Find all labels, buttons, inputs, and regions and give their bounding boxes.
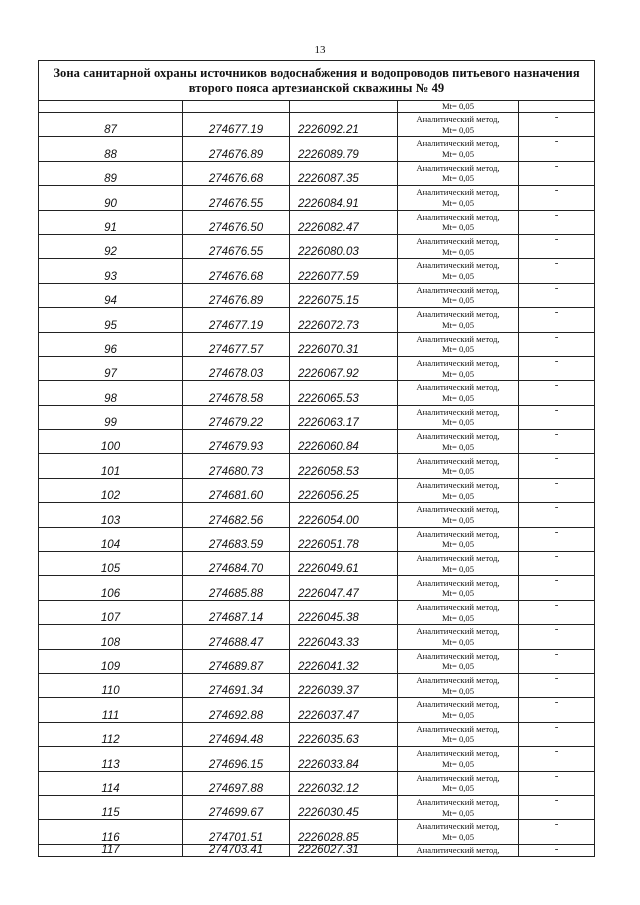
table-row [39, 673, 595, 697]
table-row [39, 576, 595, 600]
method-line-1: Аналитический метод, [416, 187, 500, 198]
point-number: 87 [39, 113, 183, 137]
method-cell [398, 820, 519, 844]
table-row [39, 820, 595, 844]
method-line-2: Мt= 0,05 [441, 197, 475, 208]
table-row-partial [39, 101, 595, 113]
y-coordinate: 2226043.33 [290, 625, 398, 649]
method-cell [398, 600, 519, 624]
method-cell [398, 503, 519, 527]
method-line-2: Мt= 0,05 [441, 417, 475, 428]
y-coordinate: 2226087.35 [290, 161, 398, 185]
table-row [39, 332, 595, 356]
method-line-2: Мt= 0,05 [441, 173, 475, 184]
method-line-2: Мt= 0,05 [441, 832, 475, 843]
table-row [39, 552, 595, 576]
y-coordinate: 2226082.47 [290, 210, 398, 234]
note-cell: - [519, 356, 595, 380]
method-cell [398, 673, 519, 697]
method-cell [398, 771, 519, 795]
note-cell: - [519, 381, 595, 405]
method-line-2: Мt= 0,05 [441, 685, 475, 696]
point-number: 117 [39, 844, 183, 857]
y-coordinate: 2226054.00 [290, 503, 398, 527]
method-line-2: Мt= 0,05 [441, 612, 475, 623]
method-line-1: Аналитический метод, [416, 162, 500, 173]
x-cell [183, 101, 290, 113]
y-coordinate: 2226035.63 [290, 722, 398, 746]
method-line-1: Аналитический метод, [416, 772, 500, 783]
method-line-1: Аналитический метод, [416, 675, 500, 686]
method-cell [398, 308, 519, 332]
note-cell: - [519, 113, 595, 137]
note-cell: - [519, 649, 595, 673]
method-line-2: Мt= 0,05 [441, 588, 475, 599]
y-coordinate: 2226047.47 [290, 576, 398, 600]
x-coordinate: 274688.47 [183, 625, 290, 649]
x-coordinate: 274691.34 [183, 673, 290, 697]
table-row [39, 113, 595, 137]
point-number: 104 [39, 527, 183, 551]
point-number: 91 [39, 210, 183, 234]
point-number: 95 [39, 308, 183, 332]
note-cell: - [519, 210, 595, 234]
method-line-1: Аналитический метод, [416, 455, 500, 466]
x-coordinate: 274677.19 [183, 308, 290, 332]
note-cell: - [519, 795, 595, 819]
method-cell [398, 649, 519, 673]
x-coordinate: 274697.88 [183, 771, 290, 795]
note-cell: - [519, 259, 595, 283]
table-row [39, 527, 595, 551]
method-line-1: Аналитический метод, [416, 626, 500, 637]
point-number: 108 [39, 625, 183, 649]
table-row [39, 381, 595, 405]
method-line-1: Аналитический метод, [416, 138, 500, 149]
point-number: 88 [39, 137, 183, 161]
y-coordinate: 2226049.61 [290, 552, 398, 576]
x-coordinate: 274678.58 [183, 381, 290, 405]
x-coordinate: 274680.73 [183, 454, 290, 478]
x-coordinate: 274676.89 [183, 283, 290, 307]
method-line-1: Аналитический метод, [416, 504, 500, 515]
method-cell [398, 454, 519, 478]
method-line-2: Мt= 0,05 [441, 807, 475, 818]
note-cell: - [519, 527, 595, 551]
y-coordinate: 2226084.91 [290, 186, 398, 210]
x-coordinate: 274689.87 [183, 649, 290, 673]
method-line-2: Мt= 0,05 [441, 344, 475, 355]
point-number: 103 [39, 503, 183, 527]
method-line-2: Мt= 0,05 [441, 710, 475, 721]
note-cell: - [519, 454, 595, 478]
table-row [39, 771, 595, 795]
y-coordinate: 2226080.03 [290, 234, 398, 258]
note-cell: - [519, 234, 595, 258]
title-line-2: второго пояса артезианской скважины № 49 [188, 80, 445, 95]
x-coordinate: 274676.68 [183, 161, 290, 185]
table-row [39, 600, 595, 624]
point-number: 101 [39, 454, 183, 478]
method-line-2: Мt= 0,05 [441, 124, 475, 135]
method-cell [398, 186, 519, 210]
method-cell [398, 430, 519, 454]
table-row [39, 625, 595, 649]
point-number: 106 [39, 576, 183, 600]
note-cell: - [519, 722, 595, 746]
table-row [39, 430, 595, 454]
note-cell: - [519, 600, 595, 624]
y-cell [290, 101, 398, 113]
y-coordinate: 2226041.32 [290, 649, 398, 673]
title-line-1: Зона санитарной охраны источников водоснабжения и водопроводов питьевого назначения [53, 65, 580, 80]
table-row [39, 747, 595, 771]
y-coordinate: 2226067.92 [290, 356, 398, 380]
x-coordinate: 274676.68 [183, 259, 290, 283]
table-row [39, 795, 595, 819]
x-coordinate: 274701.51 [183, 820, 290, 844]
method-line-1: Аналитический метод, [416, 723, 500, 734]
y-coordinate: 2226037.47 [290, 698, 398, 722]
method-line-1: Аналитический метод, [416, 699, 500, 710]
note-cell: - [519, 503, 595, 527]
method-cell [398, 527, 519, 551]
method-line-1: Аналитический метод, [416, 114, 500, 125]
table-row [39, 356, 595, 380]
method-line-1: Аналитический метод, [416, 236, 500, 247]
method-line-1: Аналитический метод, [416, 358, 500, 368]
method-line-1: Аналитический метод, [416, 821, 500, 832]
x-coordinate: 274679.93 [183, 430, 290, 454]
method-cell [398, 722, 519, 746]
x-coordinate: 274685.88 [183, 576, 290, 600]
point-number: 89 [39, 161, 183, 185]
method-line-2: Мt= 0,05 [441, 295, 475, 306]
y-coordinate: 2226070.31 [290, 332, 398, 356]
method-line-2: Мt= 0,05 [441, 441, 475, 452]
note-cell: - [519, 576, 595, 600]
method-line-2: Мt= 0,05 [441, 392, 475, 403]
x-coordinate: 274681.60 [183, 478, 290, 502]
note-cell: - [519, 137, 595, 161]
x-coordinate: 274682.56 [183, 503, 290, 527]
y-coordinate: 2226039.37 [290, 673, 398, 697]
note-cell: - [519, 308, 595, 332]
note-cell: - [519, 186, 595, 210]
method-cell [398, 101, 519, 113]
x-coordinate: 274676.55 [183, 234, 290, 258]
y-coordinate: 2226027.31 [290, 844, 398, 857]
method-line-2: Мt= 0,05 [441, 636, 475, 647]
y-coordinate: 2226033.84 [290, 747, 398, 771]
y-coordinate: 2226092.21 [290, 113, 398, 137]
note-cell: - [519, 552, 595, 576]
x-coordinate: 274687.14 [183, 600, 290, 624]
method-cell [398, 161, 519, 185]
point-number: 112 [39, 722, 183, 746]
method-line-1: Аналитический метод, [416, 528, 500, 539]
method-line-1: Аналитический метод, [416, 844, 500, 855]
method-line-1: Аналитический метод, [416, 650, 500, 661]
method-cell [398, 576, 519, 600]
method-line-2: Мt= 0,05 [441, 319, 475, 330]
x-coordinate: 274679.22 [183, 405, 290, 429]
table-row [39, 844, 595, 857]
method-cell [398, 356, 519, 380]
table-row [39, 259, 595, 283]
method-cell [398, 234, 519, 258]
note-cell: - [519, 405, 595, 429]
note-cell: - [519, 820, 595, 844]
method-cell [398, 552, 519, 576]
method-line-1: Аналитический метод, [416, 748, 500, 759]
method-cell [398, 210, 519, 234]
x-coordinate: 274677.57 [183, 332, 290, 356]
method-cell [398, 259, 519, 283]
note-cell: - [519, 478, 595, 502]
method-line-1: Аналитический метод, [416, 284, 500, 295]
method-line-2: Мt= 0,05 [441, 758, 475, 769]
method-cell [398, 332, 519, 356]
note-cell: - [519, 747, 595, 771]
table-row [39, 137, 595, 161]
method-cell [398, 405, 519, 429]
y-coordinate: 2226056.25 [290, 478, 398, 502]
method-line-2: Мt= 0,05 [441, 539, 475, 550]
note-cell: - [519, 844, 595, 857]
table-row [39, 186, 595, 210]
point-number: 92 [39, 234, 183, 258]
method-cell [398, 113, 519, 137]
table-row [39, 649, 595, 673]
method-line-1: Аналитический метод, [416, 431, 500, 442]
y-coordinate: 2226072.73 [290, 308, 398, 332]
method-cell [398, 747, 519, 771]
table-row [39, 210, 595, 234]
point-number: 94 [39, 283, 183, 307]
y-coordinate: 2226045.38 [290, 600, 398, 624]
method-cell [398, 478, 519, 502]
x-coordinate: 274676.50 [183, 210, 290, 234]
method-cell [398, 625, 519, 649]
y-coordinate: 2226028.85 [290, 820, 398, 844]
point-number: 96 [39, 332, 183, 356]
point-number: 114 [39, 771, 183, 795]
method-cell [398, 795, 519, 819]
note-cell [519, 101, 595, 113]
x-coordinate: 274678.03 [183, 356, 290, 380]
method-line-1: Аналитический метод, [416, 406, 500, 417]
point-number: 98 [39, 381, 183, 405]
method-line-2: Мt= 0,05 [441, 661, 475, 672]
note-cell: - [519, 161, 595, 185]
point-number: 100 [39, 430, 183, 454]
method-line-2: Мt= 0,05 [441, 271, 475, 282]
x-coordinate: 274692.88 [183, 698, 290, 722]
note-cell: - [519, 625, 595, 649]
y-coordinate: 2226051.78 [290, 527, 398, 551]
method-line-1: Аналитический метод, [416, 797, 500, 808]
note-cell: - [519, 673, 595, 697]
table-row [39, 283, 595, 307]
method-line-2: Мt= 0,05 [441, 466, 475, 477]
method-cell [398, 381, 519, 405]
method-line-2: Мt= 0,05 [441, 783, 475, 794]
method-line-2: Мt= 0,05 [441, 222, 475, 233]
num-cell [39, 101, 183, 113]
x-coordinate: 274676.55 [183, 186, 290, 210]
table-row [39, 234, 595, 258]
point-number: 105 [39, 552, 183, 576]
table-row [39, 722, 595, 746]
y-coordinate: 2226089.79 [290, 137, 398, 161]
point-number: 113 [39, 747, 183, 771]
method-line-2: Мt= 0,05 [441, 514, 475, 525]
x-coordinate: 274676.89 [183, 137, 290, 161]
x-coordinate: 274696.15 [183, 747, 290, 771]
table-row [39, 308, 595, 332]
method-cell [398, 844, 519, 857]
note-cell: - [519, 698, 595, 722]
point-number: 93 [39, 259, 183, 283]
y-coordinate: 2226063.17 [290, 405, 398, 429]
point-number: 110 [39, 673, 183, 697]
note-cell: - [519, 332, 595, 356]
table-row [39, 503, 595, 527]
method-cell [398, 137, 519, 161]
method-cell [398, 698, 519, 722]
x-coordinate: 274694.48 [183, 722, 290, 746]
point-number: 111 [39, 698, 183, 722]
point-number: 116 [39, 820, 183, 844]
method-line-2: Мt= 0,05 [441, 368, 475, 379]
method-line-1: Аналитический метод, [416, 553, 500, 564]
point-number: 102 [39, 478, 183, 502]
note-cell: - [519, 283, 595, 307]
page-number: 13 [314, 44, 326, 56]
method-line-1: Аналитический метод, [416, 601, 500, 612]
table-row [39, 405, 595, 429]
table-row [39, 161, 595, 185]
y-coordinate: 2226065.53 [290, 381, 398, 405]
table-title-row [39, 61, 595, 101]
y-coordinate: 2226032.12 [290, 771, 398, 795]
y-coordinate: 2226058.53 [290, 454, 398, 478]
method-line-2: Мt= 0,05 [441, 734, 475, 745]
method-cell [398, 283, 519, 307]
y-coordinate: 2226060.84 [290, 430, 398, 454]
x-coordinate: 274699.67 [183, 795, 290, 819]
table-row [39, 478, 595, 502]
x-coordinate: 274683.59 [183, 527, 290, 551]
method-line-2: Мt= 0,05 [441, 101, 475, 112]
y-coordinate: 2226077.59 [290, 259, 398, 283]
method-line-1: Аналитический метод, [416, 577, 500, 588]
x-coordinate: 274677.19 [183, 113, 290, 137]
note-cell: - [519, 771, 595, 795]
method-line-2: Мt= 0,05 [441, 149, 475, 160]
note-cell: - [519, 430, 595, 454]
method-line-1: Аналитический метод, [416, 211, 500, 222]
method-line-2: Мt= 0,05 [441, 246, 475, 257]
method-line-2: Мt= 0,05 [441, 490, 475, 501]
point-number: 109 [39, 649, 183, 673]
method-line-1: Аналитический метод, [416, 260, 500, 271]
table-row [39, 698, 595, 722]
method-line-2: Мt= 0,05 [441, 563, 475, 574]
point-number: 99 [39, 405, 183, 429]
table-title [39, 61, 595, 101]
method-line-1: Аналитический метод, [416, 479, 500, 490]
method-line-1: Аналитический метод, [416, 333, 500, 344]
table-row [39, 454, 595, 478]
point-number: 90 [39, 186, 183, 210]
method-line-1: Аналитический метод, [416, 382, 500, 393]
point-number: 97 [39, 356, 183, 380]
point-number: 115 [39, 795, 183, 819]
point-number: 107 [39, 600, 183, 624]
coordinates-table [38, 60, 595, 857]
y-coordinate: 2226075.15 [290, 283, 398, 307]
y-coordinate: 2226030.45 [290, 795, 398, 819]
method-line-1: Аналитический метод, [416, 309, 500, 320]
x-coordinate: 274703.41 [183, 844, 290, 857]
x-coordinate: 274684.70 [183, 552, 290, 576]
